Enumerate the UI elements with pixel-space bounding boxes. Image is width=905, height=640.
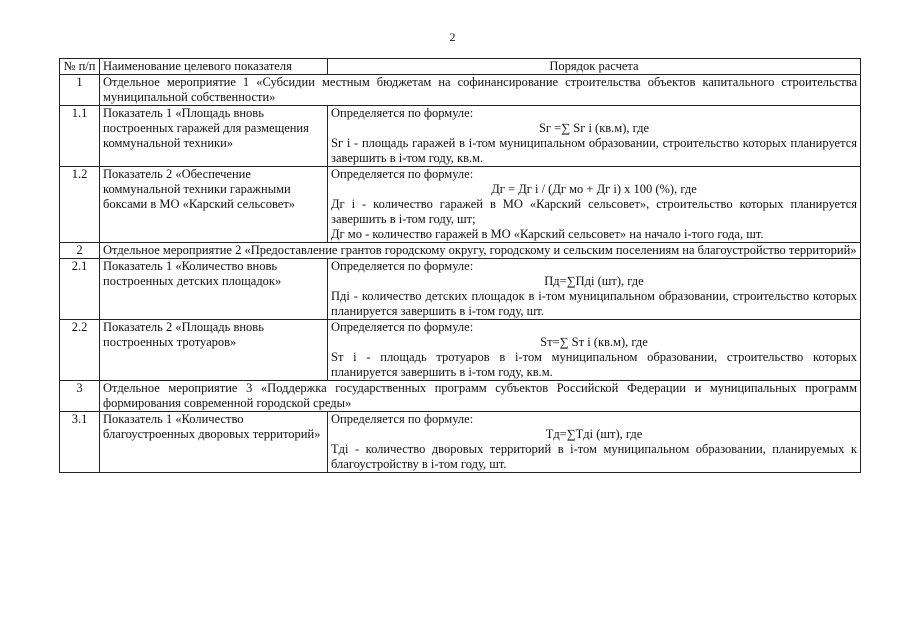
calculation-cell [328,412,861,473]
formula-description: Sг i - площадь гаражей в i-том муниципальном образовании, строительство которых планируется завершить в i-том году, кв.м. [331,136,857,165]
row-number: 3.1 [60,412,100,473]
formula-intro: Определяется по формуле: [331,106,474,120]
formula: Тд=∑Тдi (шт), где [545,427,643,441]
header-col-calc: Порядок расчета [328,59,861,75]
header-col-num: № п/п [60,59,100,75]
indicator-row [60,320,861,381]
indicator-row [60,167,861,243]
section-title: Отдельное мероприятие 3 «Поддержка государственных программ субъектов Российской Федерации и муниципальных программ формирования современной городской среды» [100,381,861,412]
indicator-name: Показатель 2 «Площадь вновь построенных тротуаров» [100,320,328,381]
page-number: 2 [449,30,456,44]
formula-intro: Определяется по формуле: [331,259,474,273]
formula-description: Тдi - количество дворовых территорий в i-том муниципальном образовании, планируемых к благоустройству в i-том году, шт. [331,442,857,471]
indicator-name: Показатель 2 «Обеспечение коммунальной техники гаражными боксами в МО «Карский сельсовет» [100,167,328,243]
calculation-cell [328,259,861,320]
row-number: 1 [60,75,100,106]
section-title: Отдельное мероприятие 2 «Предоставление грантов городскому округу, городскому и сельским поселениям на благоустройство территорий» [100,243,861,259]
table-header-row [60,59,861,75]
formula-intro: Определяется по формуле: [331,412,474,426]
formula-description: Дг мо - количество гаражей в МО «Карский сельсовет» на начало i-того года, шт. [331,227,764,241]
formula-intro: Определяется по формуле: [331,167,474,181]
indicators-table [59,58,861,473]
calculation-cell [328,167,861,243]
section-row [60,243,861,259]
row-number: 1.2 [60,167,100,243]
formula-description: Пдi - количество детских площадок в i-том муниципальном образовании, строительство которых планируется завершить в i-том году, шт. [331,289,857,318]
section-row [60,381,861,412]
header-col-name: Наименование целевого показателя [100,59,328,75]
row-number: 3 [60,381,100,412]
row-number: 2.2 [60,320,100,381]
formula: Sт=∑ Sт i (кв.м), где [540,335,648,349]
formula: Пд=∑Пдi (шт), где [544,274,644,288]
indicator-row [60,106,861,167]
formula-description: Sт i - площадь тротуаров в i-том муниципальном образовании, строительство которых планируется завершить в i-том году, кв.м. [331,350,857,379]
table-body [60,75,861,473]
row-number: 2.1 [60,259,100,320]
row-number: 2 [60,243,100,259]
formula: Sг =∑ Sг i (кв.м), где [538,121,650,135]
indicator-row [60,259,861,320]
calculation-cell [328,106,861,167]
section-row [60,75,861,106]
indicator-row [60,412,861,473]
formula: Дг = Дг i / (Дг мо + Дг i) х 100 (%), где [491,182,697,196]
section-title: Отдельное мероприятие 1 «Субсидии местным бюджетам на софинансирование строительства объектов капитального строительства муниципальной собственности» [100,75,861,106]
indicator-name: Показатель 1 «Количество благоустроенных дворовых территорий» [100,412,328,473]
formula-intro: Определяется по формуле: [331,320,474,334]
formula-description: Дг i - количество гаражей в МО «Карский сельсовет», строительство которых планируется завершить в i-том году, шт; [331,197,857,226]
indicator-name: Показатель 1 «Количество вновь построенных детских площадок» [100,259,328,320]
row-number: 1.1 [60,106,100,167]
indicator-name: Показатель 1 «Площадь вновь построенных гаражей для размещения коммунальной техники» [100,106,328,167]
calculation-cell [328,320,861,381]
